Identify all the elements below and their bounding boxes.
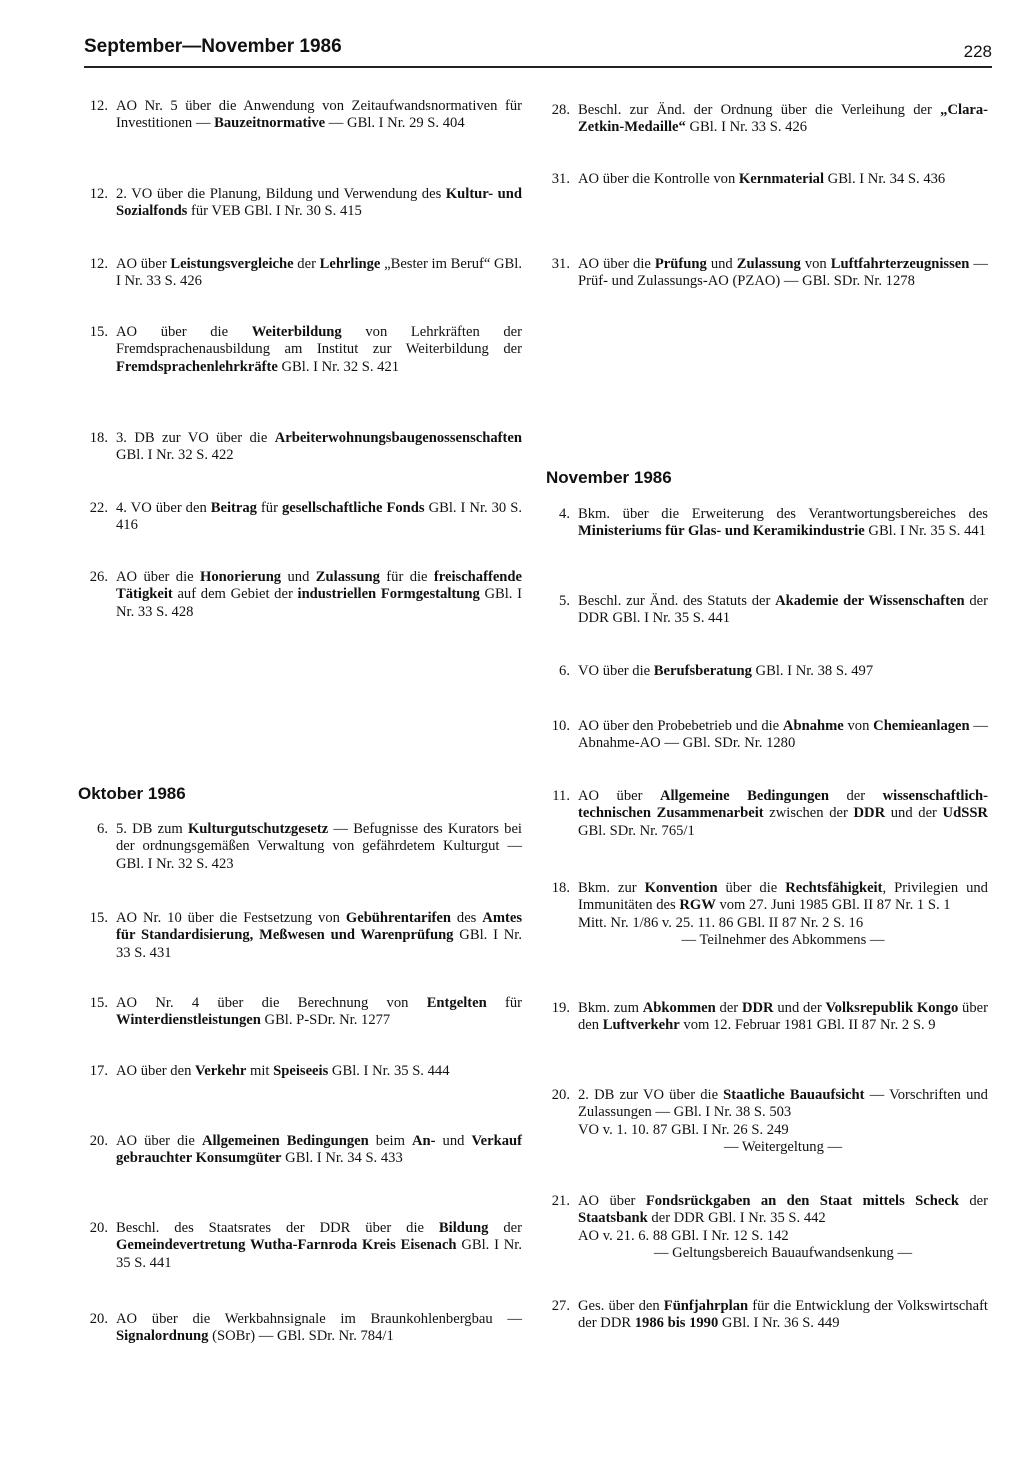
- list-item: [78, 186, 522, 221]
- entry-text: 4. VO über den Beitrag für gesellschaftliche Fonds GBl. I Nr. 30 S. 416: [116, 500, 522, 534]
- entry-text: VO über die Berufsberatung GBl. I Nr. 38 S. 497: [578, 663, 874, 679]
- entry-day: 31.: [551, 256, 570, 272]
- entry-text: AO über die Kontrolle von Kernmaterial GBl. I Nr. 34 S. 436: [578, 171, 946, 187]
- entry-text: Bkm. über die Erweiterung des Verantwortungsbereiches des Ministeriums für Glas- und Keramikindustrie GBl. I Nr. 35 S. 441: [578, 506, 988, 540]
- list-item: [78, 569, 522, 621]
- entry-text: Ges. über den Fünfjahrplan für die Entwicklung der Volkswirtschaft der DDR 1986 bis 1990 GBl. I Nr. 36 S. 449: [578, 1298, 988, 1332]
- list-item: [78, 1063, 522, 1080]
- list-item: [540, 718, 988, 753]
- entry-text: AO Nr. 10 über die Festsetzung von Gebührentarifen des Amtes für Standardisierung, Meßwesen und Warenprüfung GBl. I Nr. 33 S. 431: [116, 910, 522, 961]
- entry-text: AO Nr. 5 über die Anwendung von Zeitaufwandsnormativen für Investitionen — Bauzeitnormative — GBl. I Nr. 29 S. 404: [116, 98, 522, 132]
- entry-text: 5. DB zum Kulturgutschutzgesetz — Befugnisse des Kurators bei der ordnungsgemäßen Verwaltung von gefährdetem Kulturgut — GBl. I Nr. 32 S. 423: [116, 821, 522, 872]
- entry-text: 3. DB zur VO über die Arbeiterwohnungsbaugenossenschaften GBl. I Nr. 32 S. 422: [116, 430, 522, 464]
- entry-text: 2. VO über die Planung, Bildung und Verwendung des Kultur- und Sozialfonds für VEB GBl. I Nr. 30 S. 415: [116, 186, 522, 220]
- month-heading-october: Oktober 1986: [78, 784, 186, 803]
- entry-day: 31.: [551, 171, 570, 187]
- entry-day: 10.: [551, 718, 570, 734]
- list-item: [78, 256, 522, 291]
- entry-day: 6.: [559, 663, 570, 679]
- entry-day: 12.: [89, 256, 108, 272]
- list-item: [540, 1000, 988, 1035]
- entry-text: AO Nr. 4 über die Berechnung von Entgelten für Winterdienstleistungen GBl. P-SDr. Nr. 1277: [116, 995, 522, 1029]
- entry-text: AO über Fondsrückgaben an den Staat mittels Scheck der Staatsbank der DDR GBl. I Nr. 35 S. 442 AO v. 21. 6. 88 GBl. I Nr. 12 S. 142 — Geltungsbereich Bauaufwandsenkung —: [578, 1193, 988, 1262]
- entry-day: 15.: [89, 910, 108, 926]
- entry-day: 17.: [89, 1063, 108, 1079]
- entry-day: 26.: [89, 569, 108, 585]
- list-item: [540, 1193, 988, 1263]
- entry-day: 12.: [89, 98, 108, 114]
- entry-day: 15.: [89, 324, 108, 340]
- list-item: [78, 500, 522, 535]
- list-item: [540, 256, 988, 291]
- entry-day: 19.: [551, 1000, 570, 1016]
- month-heading-november: November 1986: [546, 468, 672, 487]
- list-item: [540, 1298, 988, 1333]
- entry-day: 5.: [559, 593, 570, 609]
- entry-day: 12.: [89, 186, 108, 202]
- entry-day: 20.: [89, 1133, 108, 1149]
- entry-text: AO über die Prüfung und Zulassung von Luftfahrterzeugnissen — Prüf- und Zulassungs-AO (PZAO) — GBl. SDr. Nr. 1278: [578, 256, 988, 290]
- entry-text: Bkm. zum Abkommen der DDR und der Volksrepublik Kongo über den Luftverkehr vom 12. Februar 1981 GBl. II 87 Nr. 2 S. 9: [578, 1000, 988, 1034]
- list-item: [540, 102, 988, 137]
- list-item: [78, 995, 522, 1030]
- entry-day: 18.: [551, 880, 570, 896]
- entry-day: 6.: [97, 821, 108, 837]
- list-item: [540, 506, 988, 541]
- entry-text: AO über den Verkehr mit Speiseeis GBl. I Nr. 35 S. 444: [116, 1063, 450, 1079]
- entry-text: AO über die Honorierung und Zulassung für die freischaffende Tätigkeit auf dem Gebiet der industriellen Formgestaltung GBl. I Nr. 33 S. 428: [116, 569, 523, 620]
- entry-day: 21.: [551, 1193, 570, 1209]
- entry-day: 11.: [552, 788, 570, 804]
- list-item: [78, 430, 522, 465]
- entry-day: 20.: [89, 1220, 108, 1236]
- entry-day: 4.: [559, 506, 570, 522]
- entry-text: AO über die Werkbahnsignale im Braunkohlenbergbau — Signalordnung (SOBr) — GBl. SDr. Nr. 784/1: [116, 1311, 522, 1345]
- running-title: September—November 1986: [84, 36, 342, 57]
- entry-text: AO über die Allgemeinen Bedingungen beim An- und Verkauf gebrauchter Konsumgüter GBl. I Nr. 34 S. 433: [116, 1133, 523, 1167]
- entry-day: 20.: [89, 1311, 108, 1327]
- list-item: [78, 910, 522, 962]
- entry-day: 28.: [551, 102, 570, 118]
- right-column: [540, 0, 988, 1473]
- list-item: [540, 663, 988, 680]
- entry-text: AO über den Probebetrieb und die Abnahme von Chemieanlagen — Abnahme-AO — GBl. SDr. Nr. 1280: [578, 718, 988, 752]
- list-item: [540, 1087, 988, 1157]
- entry-day: 15.: [89, 995, 108, 1011]
- entry-day: 20.: [551, 1087, 570, 1103]
- list-item: [540, 880, 988, 950]
- entry-text: Beschl. zur Änd. der Ordnung über die Verleihung der „Clara-Zetkin-Medaille“ GBl. I Nr. 33 S. 426: [578, 102, 988, 136]
- left-column: [78, 0, 522, 1473]
- list-item: [540, 171, 988, 188]
- list-item: [78, 821, 522, 873]
- entry-day: 18.: [89, 430, 108, 446]
- list-item: [78, 1133, 522, 1168]
- list-item: [78, 324, 522, 376]
- entry-text: AO über die Weiterbildung von Lehrkräften der Fremdsprachenausbildung am Institut zur Weiterbildung der Fremdsprachenlehrkräfte GBl. I Nr. 32 S. 421: [116, 324, 522, 375]
- entry-text: 2. DB zur VO über die Staatliche Bauaufsicht — Vorschriften und Zulassungen — GBl. I Nr. 38 S. 503 VO v. 1. 10. 87 GBl. I Nr. 26 S. 249 — Weitergeltung —: [578, 1087, 988, 1156]
- list-item: [540, 788, 988, 840]
- entry-day: 27.: [551, 1298, 570, 1314]
- entry-text: Beschl. zur Änd. des Statuts der Akademie der Wissenschaften der DDR GBl. I Nr. 35 S. 441: [578, 593, 988, 627]
- entry-day: 22.: [89, 500, 108, 516]
- page-number: 228: [963, 42, 992, 61]
- entry-text: AO über Leistungsvergleiche der Lehrlinge „Bester im Beruf“ GBl. I Nr. 33 S. 426: [116, 256, 522, 290]
- list-item: [78, 1311, 522, 1346]
- entry-text: Beschl. des Staatsrates der DDR über die Bildung der Gemeindevertretung Wutha-Farnroda Kreis Eisenach GBl. I Nr. 35 S. 441: [116, 1220, 522, 1271]
- list-item: [78, 98, 522, 133]
- list-item: [78, 1220, 522, 1272]
- list-item: [540, 593, 988, 628]
- entry-text: AO über Allgemeine Bedingungen der wissenschaftlich-technischen Zusammenarbeit zwischen der DDR und der UdSSR GBl. SDr. Nr. 765/1: [578, 788, 988, 839]
- entry-text: Bkm. zur Konvention über die Rechtsfähigkeit, Privilegien und Immunitäten des RGW vom 27. Juni 1985 GBl. II 87 Nr. 1 S. 1 Mitt. Nr. 1/86 v. 25. 11. 86 GBl. II 87 Nr. 2 S. 16 — Teilnehmer des Abkommens —: [578, 880, 988, 949]
